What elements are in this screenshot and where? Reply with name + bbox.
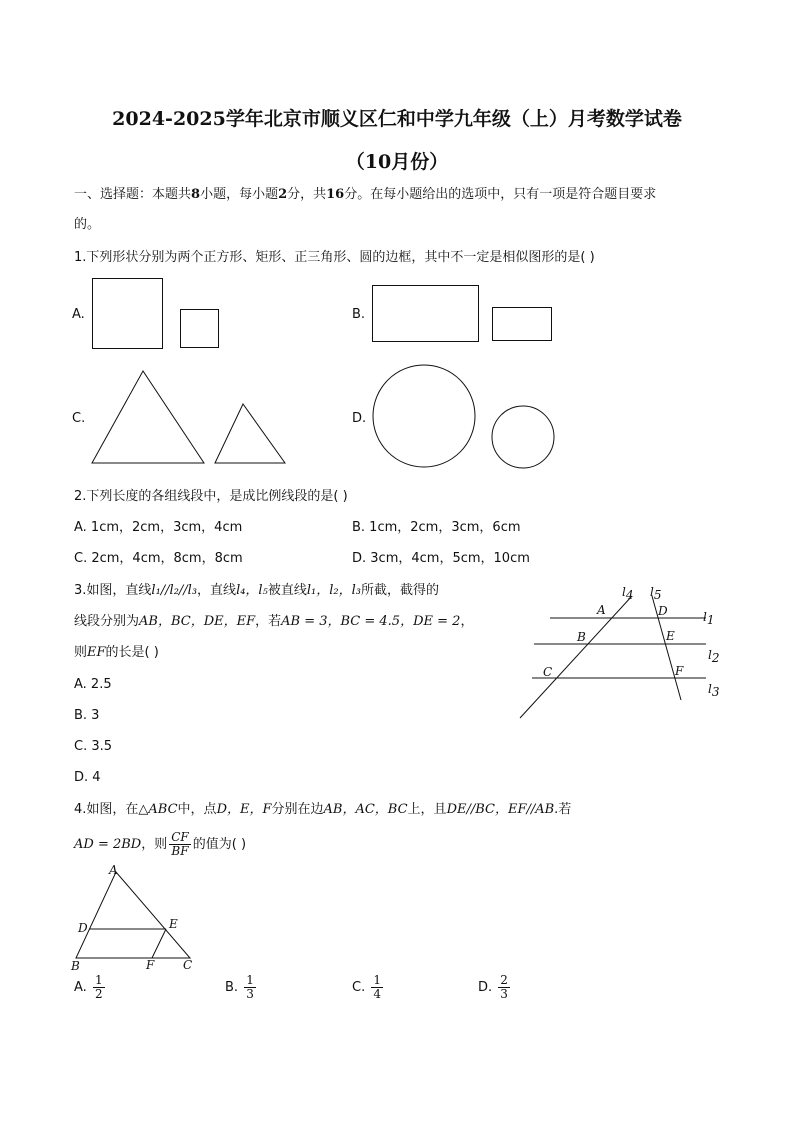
q3-label-l3: l3 [708,682,720,699]
q3-label-l5: l5 [650,585,662,602]
q3-point-b: B [577,630,586,644]
question-3-line1: 3.如图，直线l₁//l₂//l₃，直线l₄，l₅被直线l₁，l₂，l₃所截，截得的 [74,583,439,598]
q3-point-f: F [675,664,684,678]
q3-label-l4: l4 [622,585,634,602]
page-subtitle: （10月份） [345,151,449,173]
q4-option-a: A. $\frac{1}{2}$ [74,973,103,1001]
q3-label-l1: l1 [703,610,715,627]
q3-point-e: E [666,629,675,643]
q3-option-a: A. 2.5 [74,677,112,692]
q2-option-b: B. 1cm，2cm，3cm，6cm [352,520,521,535]
q4-figure [66,862,200,974]
q1-circles [368,362,560,472]
q4-point-b: B [71,959,80,973]
q1-large-triangle [92,371,204,463]
q1-triangles [88,366,300,468]
q2-option-a: A. 1cm，2cm，3cm，4cm [74,520,243,535]
q1-large-square [92,278,163,349]
q1-option-b-label: B. [352,307,366,322]
q4-point-a: A [109,863,118,877]
q4-option-c: C. $\frac{1}{4}$ [352,973,381,1001]
section-header: 一、选择题：本题共8小题，每小题2分，共16分。在每小题给出的选项中，只有一项是符合题目要求 [74,187,657,202]
q4-segment-ef [152,929,166,958]
q1-small-rectangle [492,307,552,341]
q3-line-l4 [520,596,632,718]
q3-option-d: D. 4 [74,770,101,785]
q3-label-l2: l2 [708,648,720,665]
q1-option-d-label: D. [352,411,367,426]
q3-point-c: C [543,665,553,679]
q4-point-d: D [78,921,88,935]
question-4-line1: 4.如图，在△ABC中，点D，E，F分别在边AB，AC，BC上，且DE//BC，EF//AB.若 [74,802,572,817]
q1-small-square [180,309,219,348]
question-2-text: 2.下列长度的各组线段中，是成比例线段的是( ) [74,489,348,504]
q1-large-rectangle [372,285,479,342]
q3-point-d: D [658,604,668,618]
q1-large-circle [373,365,475,467]
section-header-line2: 的。 [74,217,101,232]
q4-triangle-abc [76,872,190,958]
q3-point-a: A [597,603,606,617]
q3-option-c: C. 3.5 [74,739,113,754]
q1-small-circle [492,406,554,468]
q4-option-d: D. $\frac{2}{3}$ [478,973,508,1001]
q1-option-a-label: A. [72,307,85,322]
question-3-line2: 线段分别为AB，BC，DE，EF，若AB = 3，BC = 4.5，DE = 2， [74,614,474,629]
q4-point-c: C [183,958,193,972]
q3-figure [512,582,728,722]
q4-point-f: F [146,958,155,972]
q2-option-d: D. 3cm，4cm，5cm，10cm [352,551,530,566]
q4-point-e: E [169,917,178,931]
q1-option-c-label: C. [72,411,86,426]
question-4-line2: AD = 2BD，则 $\frac{CF}{BF}$ 的值为( ) [74,830,247,858]
question-3-line3: 则EF的长是( ) [74,645,159,660]
q4-option-b: B. $\frac{1}{3}$ [225,973,254,1001]
page-title: 2024-2025学年北京市顺义区仁和中学九年级（上）月考数学试卷 [112,108,682,130]
q3-option-b: B. 3 [74,708,100,723]
q4-fraction-cf-bf: $\frac{CF}{BF}$ [171,830,189,858]
q2-option-c: C. 2cm，4cm，8cm，8cm [74,551,243,566]
q1-small-triangle [215,404,285,463]
question-1-text: 1.下列形状分别为两个正方形、矩形、正三角形、圆的边框，其中不一定是相似图形的是( ) [74,250,595,265]
